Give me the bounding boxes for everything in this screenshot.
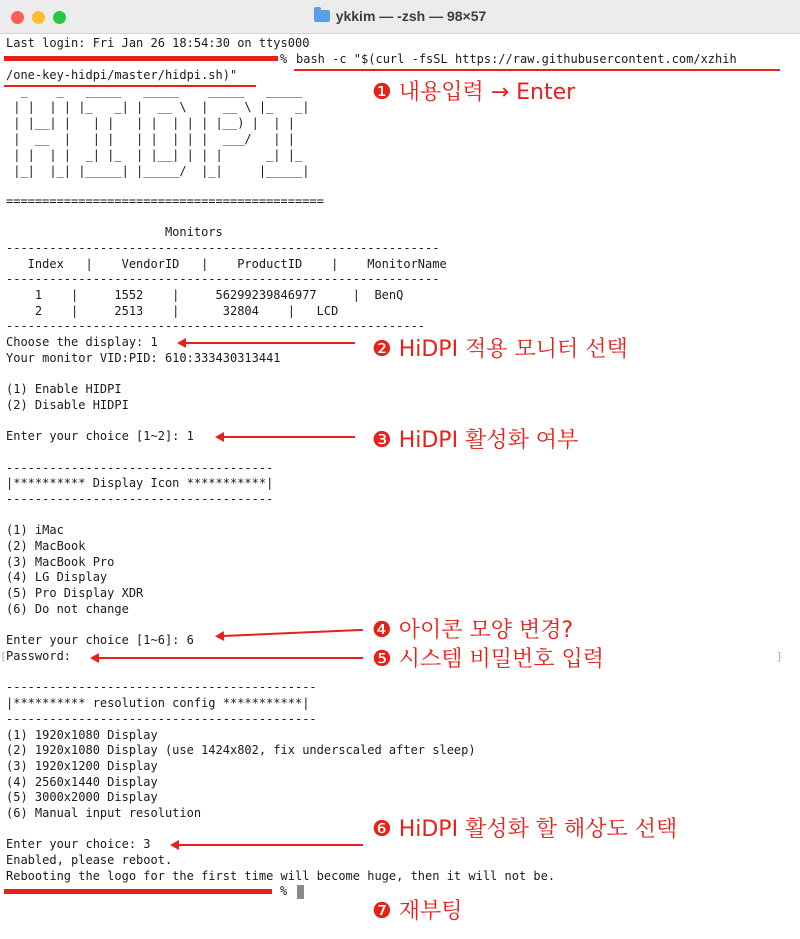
resolution-option-6: (6) Manual input resolution bbox=[6, 806, 202, 820]
enter-choice-16: Enter your choice [1~6]: 6 bbox=[6, 633, 194, 647]
annotation-7: ❼ 재부팅 bbox=[372, 899, 463, 924]
window-title: ykkim — -zsh — 98×57 bbox=[335, 8, 487, 24]
choose-display-line: Choose the display: 1 bbox=[6, 335, 158, 349]
redacted-prompt bbox=[4, 56, 278, 61]
last-login-line: Last login: Fri Jan 26 18:54:30 on ttys000 bbox=[6, 36, 310, 50]
terminal-content[interactable] bbox=[0, 34, 800, 939]
enter-choice-final: Enter your choice: 3 bbox=[6, 837, 151, 851]
password-prompt: Password: bbox=[6, 649, 72, 663]
logo-line-2: | | | | |_ _| | __ \ | __ \ |_ _| bbox=[6, 100, 310, 114]
resolution-option-1: (1) 1920x1080 Display bbox=[6, 728, 158, 742]
annotation-3: ❸ HiDPI 활성화 여부 bbox=[372, 428, 579, 453]
box-rule-long-bottom: ------------------------------------------- bbox=[6, 712, 317, 726]
box-rule-top: ------------------------------------- bbox=[6, 461, 274, 475]
terminal-cursor bbox=[297, 885, 304, 899]
icon-option-1: (1) iMac bbox=[6, 523, 64, 537]
icon-option-3: (3) MacBook Pro bbox=[6, 555, 115, 569]
resolution-option-3: (3) 1920x1200 Display bbox=[6, 759, 158, 773]
enabled-message: Enabled, please reboot. bbox=[6, 853, 173, 867]
logo-line-1: _ _ _____ _____ _____ _____ bbox=[6, 84, 303, 98]
table-row-2: 2 | 2513 | 32804 | LCD bbox=[6, 304, 339, 318]
disable-option: (2) Disable HIDPI bbox=[6, 398, 129, 412]
resolution-option-2: (2) 1920x1080 Display (use 1424x802, fix underscaled after sleep) bbox=[6, 743, 476, 757]
folder-icon bbox=[314, 10, 330, 22]
logo-line-6: |_| |_| |_____| |_____/ |_| |_____| bbox=[6, 164, 310, 178]
window-title-area bbox=[0, 8, 800, 24]
arrow-6 bbox=[178, 844, 363, 846]
annotation-1: ❶ 내용입력 → Enter bbox=[372, 80, 576, 105]
resolution-option-5: (5) 3000x2000 Display bbox=[6, 790, 158, 804]
separator-line: ============================================ bbox=[6, 194, 324, 208]
vid-pid-line: Your monitor VID:PID: 610:333430313441 bbox=[6, 351, 281, 365]
left-bracket: [ bbox=[0, 650, 7, 663]
logo-line-3: | |__| | | | | | | | | |__) | | | bbox=[6, 116, 295, 130]
logo-line-4: | __ | | | | | | | | ___/ | | bbox=[6, 132, 295, 146]
icon-option-6: (6) Do not change bbox=[6, 602, 129, 616]
command-line-2: /one-key-hidpi/master/hidpi.sh)" bbox=[6, 68, 238, 82]
table-header: Index | VendorID | ProductID | MonitorName bbox=[6, 257, 447, 271]
command-line-1: bash -c "$(curl -fsSL https://raw.githubusercontent.com/xzhih bbox=[296, 52, 737, 66]
icon-option-2: (2) MacBook bbox=[6, 539, 86, 553]
reboot-message: Rebooting the logo for the first time will become huge, then it will not be. bbox=[6, 869, 556, 883]
icon-option-5: (5) Pro Display XDR bbox=[6, 586, 144, 600]
logo-line-5: | | | | _| |_ | |__| | | | _| |_ bbox=[6, 148, 303, 162]
arrow-3 bbox=[223, 436, 355, 438]
resolution-option-4: (4) 2560x1440 Display bbox=[6, 775, 158, 789]
table-rule-top: ------------------------------------------------------------ bbox=[6, 241, 440, 255]
box-rule-long-top: ------------------------------------------- bbox=[6, 680, 317, 694]
arrow-5 bbox=[98, 657, 363, 659]
table-rule-mid: ------------------------------------------------------------ bbox=[6, 272, 440, 286]
annotation-2: ❷ HiDPI 적용 모니터 선택 bbox=[372, 337, 628, 362]
enter-choice-12: Enter your choice [1~2]: 1 bbox=[6, 429, 194, 443]
annotation-6: ❻ HiDPI 활성화 할 해상도 선택 bbox=[372, 817, 678, 842]
table-rule-bottom: ---------------------------------------------------------- bbox=[6, 319, 426, 333]
right-bracket: ] bbox=[776, 650, 783, 663]
display-icon-header: |********** Display Icon ***********| bbox=[6, 476, 274, 490]
arrow-4 bbox=[223, 629, 363, 637]
resolution-header: |********** resolution config ***********| bbox=[6, 696, 310, 710]
prompt-symbol-final: % bbox=[280, 884, 288, 898]
annotation-5: ❺ 시스템 비밀번호 입력 bbox=[372, 647, 604, 672]
table-row-1: 1 | 1552 | 56299239846977 | BenQ bbox=[6, 288, 404, 302]
redacted-prompt-final bbox=[4, 889, 272, 894]
enable-option: (1) Enable HIDPI bbox=[6, 382, 122, 396]
command-underline-1 bbox=[294, 69, 780, 71]
annotation-4: ❹ 아이콘 모양 변경? bbox=[372, 618, 574, 643]
prompt-symbol: % bbox=[280, 52, 288, 66]
window-titlebar bbox=[0, 0, 800, 34]
monitors-title: Monitors bbox=[6, 225, 223, 239]
icon-option-4: (4) LG Display bbox=[6, 570, 108, 584]
arrow-2 bbox=[185, 342, 355, 344]
box-rule-bottom: ------------------------------------- bbox=[6, 492, 274, 506]
